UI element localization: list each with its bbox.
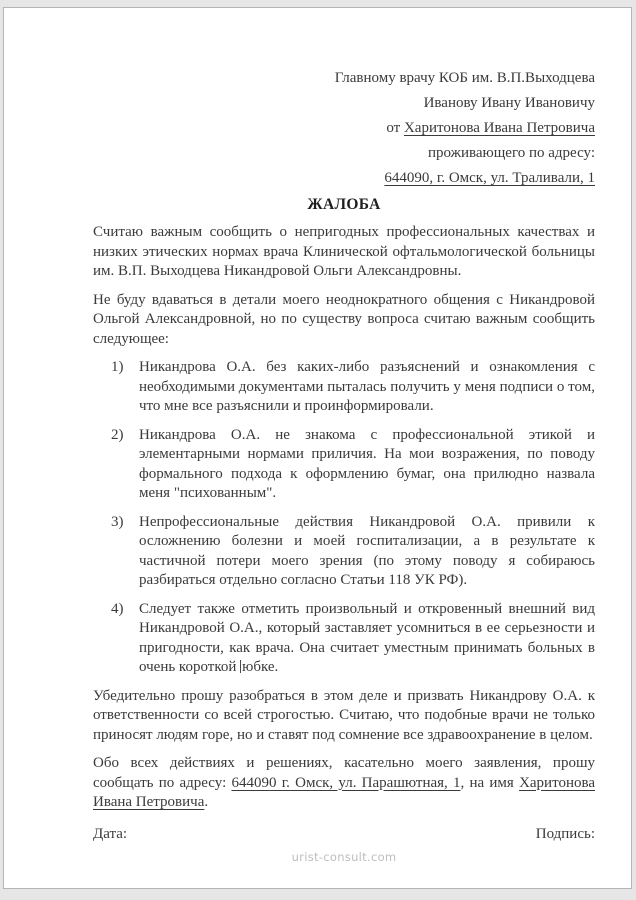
recipient-block [93, 66, 595, 191]
text-run: от [386, 120, 404, 136]
header-line [93, 116, 595, 141]
signature-label: Подпись: [535, 826, 595, 842]
date-label: Дата: [93, 826, 128, 842]
text-run: Следует также отметить произвольный и откровенный внешний вид Никандровой О.А., который заставляет усомниться в ее серьезности и пригодности, как врача. Она считает уместным принимать больных в очень короткой [139, 600, 595, 675]
list-item [93, 513, 595, 591]
closing-section [93, 687, 595, 813]
text-run: . [204, 794, 209, 810]
header-line [93, 141, 595, 166]
watermark: urist-consult.com [291, 850, 397, 864]
text-run: Не буду вдаваться в детали моего неоднократного общения с Никандровой Ольгой Александровной, но по существу вопроса считаю важным сообщить следующее: [93, 291, 595, 347]
list-item-number: 3) [111, 513, 124, 530]
header-line [93, 166, 595, 191]
text-run: Никандрова О.А. без каких-либо разъяснений и ознакомления с необходимыми документами пыталась получить у меня подписи о том, что мне все разъяснили и проинформировали. [139, 359, 595, 414]
text-caret [240, 660, 241, 673]
text-run: Считаю важным сообщить о непригодных профессиональных качествах и низких этических нормах врача Клинической офтальмологической больницы им. В.П. Выходцева Никандровой Ольги Александровны. [93, 224, 595, 279]
complaint-page [3, 7, 632, 889]
list-item [93, 358, 595, 417]
list-item [93, 426, 595, 504]
list-item-number: 2) [111, 426, 124, 443]
underlined-text: Харитонова Ивана Петровича [93, 774, 596, 810]
page-title: ЖАЛОБА [307, 196, 381, 213]
list-item-number: 1) [111, 359, 124, 375]
list-item [93, 600, 595, 678]
text-run: Убедительно прошу разобраться в этом деле и призвать Никандрову О.А. к ответственности со всей строгостью. Считаю, что подобные врачи не только приносят людям горе, но и ставят под сомнение все здравоохранение в целом. [93, 687, 595, 743]
list-item-number: 4) [111, 600, 124, 617]
text-run: Никандрова О.А. не знакома с профессиональной этикой и элементарными нормами приличия. На мои возражения, по поводу формального подхода к оформлению бумаг, она прилюдно назвала меня "психованным". [139, 426, 595, 501]
paragraph [93, 754, 595, 813]
paragraph [93, 223, 595, 282]
underlined-text: Харитонова Ивана Петровича [403, 120, 595, 136]
text-run: проживающего по адресу: [427, 145, 595, 161]
text-run: Обо всех действиях и решениях, касательно моего заявления, прошу сообщать по адресу: [93, 755, 595, 791]
intro-section [93, 223, 595, 349]
header-line [93, 91, 595, 116]
text-run: Главному врачу КОБ им. В.П.Выходцева [334, 70, 595, 86]
text-run: юбке. [242, 659, 279, 675]
text-run: , на имя [460, 774, 520, 791]
underlined-text: 644090, г. Омск, ул. Траливали, 1 [384, 170, 595, 186]
header-line [93, 66, 595, 91]
underlined-text: 644090 г. Омск, ул. Парашютная, 1 [231, 774, 461, 791]
paragraph [93, 291, 595, 350]
text-run: Непрофессиональные действия Никандровой О.А. привили к осложнению болезни и моей госпитализации, а в результате к частичной потери моего зрения (по этому поводу я собираюсь разбираться отдельно согласно Статьи 118 УК РФ). [139, 513, 595, 588]
paragraph [93, 687, 595, 746]
numbered-list [93, 358, 595, 678]
signature-row [93, 825, 595, 844]
text-run: Иванову Ивану Ивановичу [423, 95, 595, 111]
